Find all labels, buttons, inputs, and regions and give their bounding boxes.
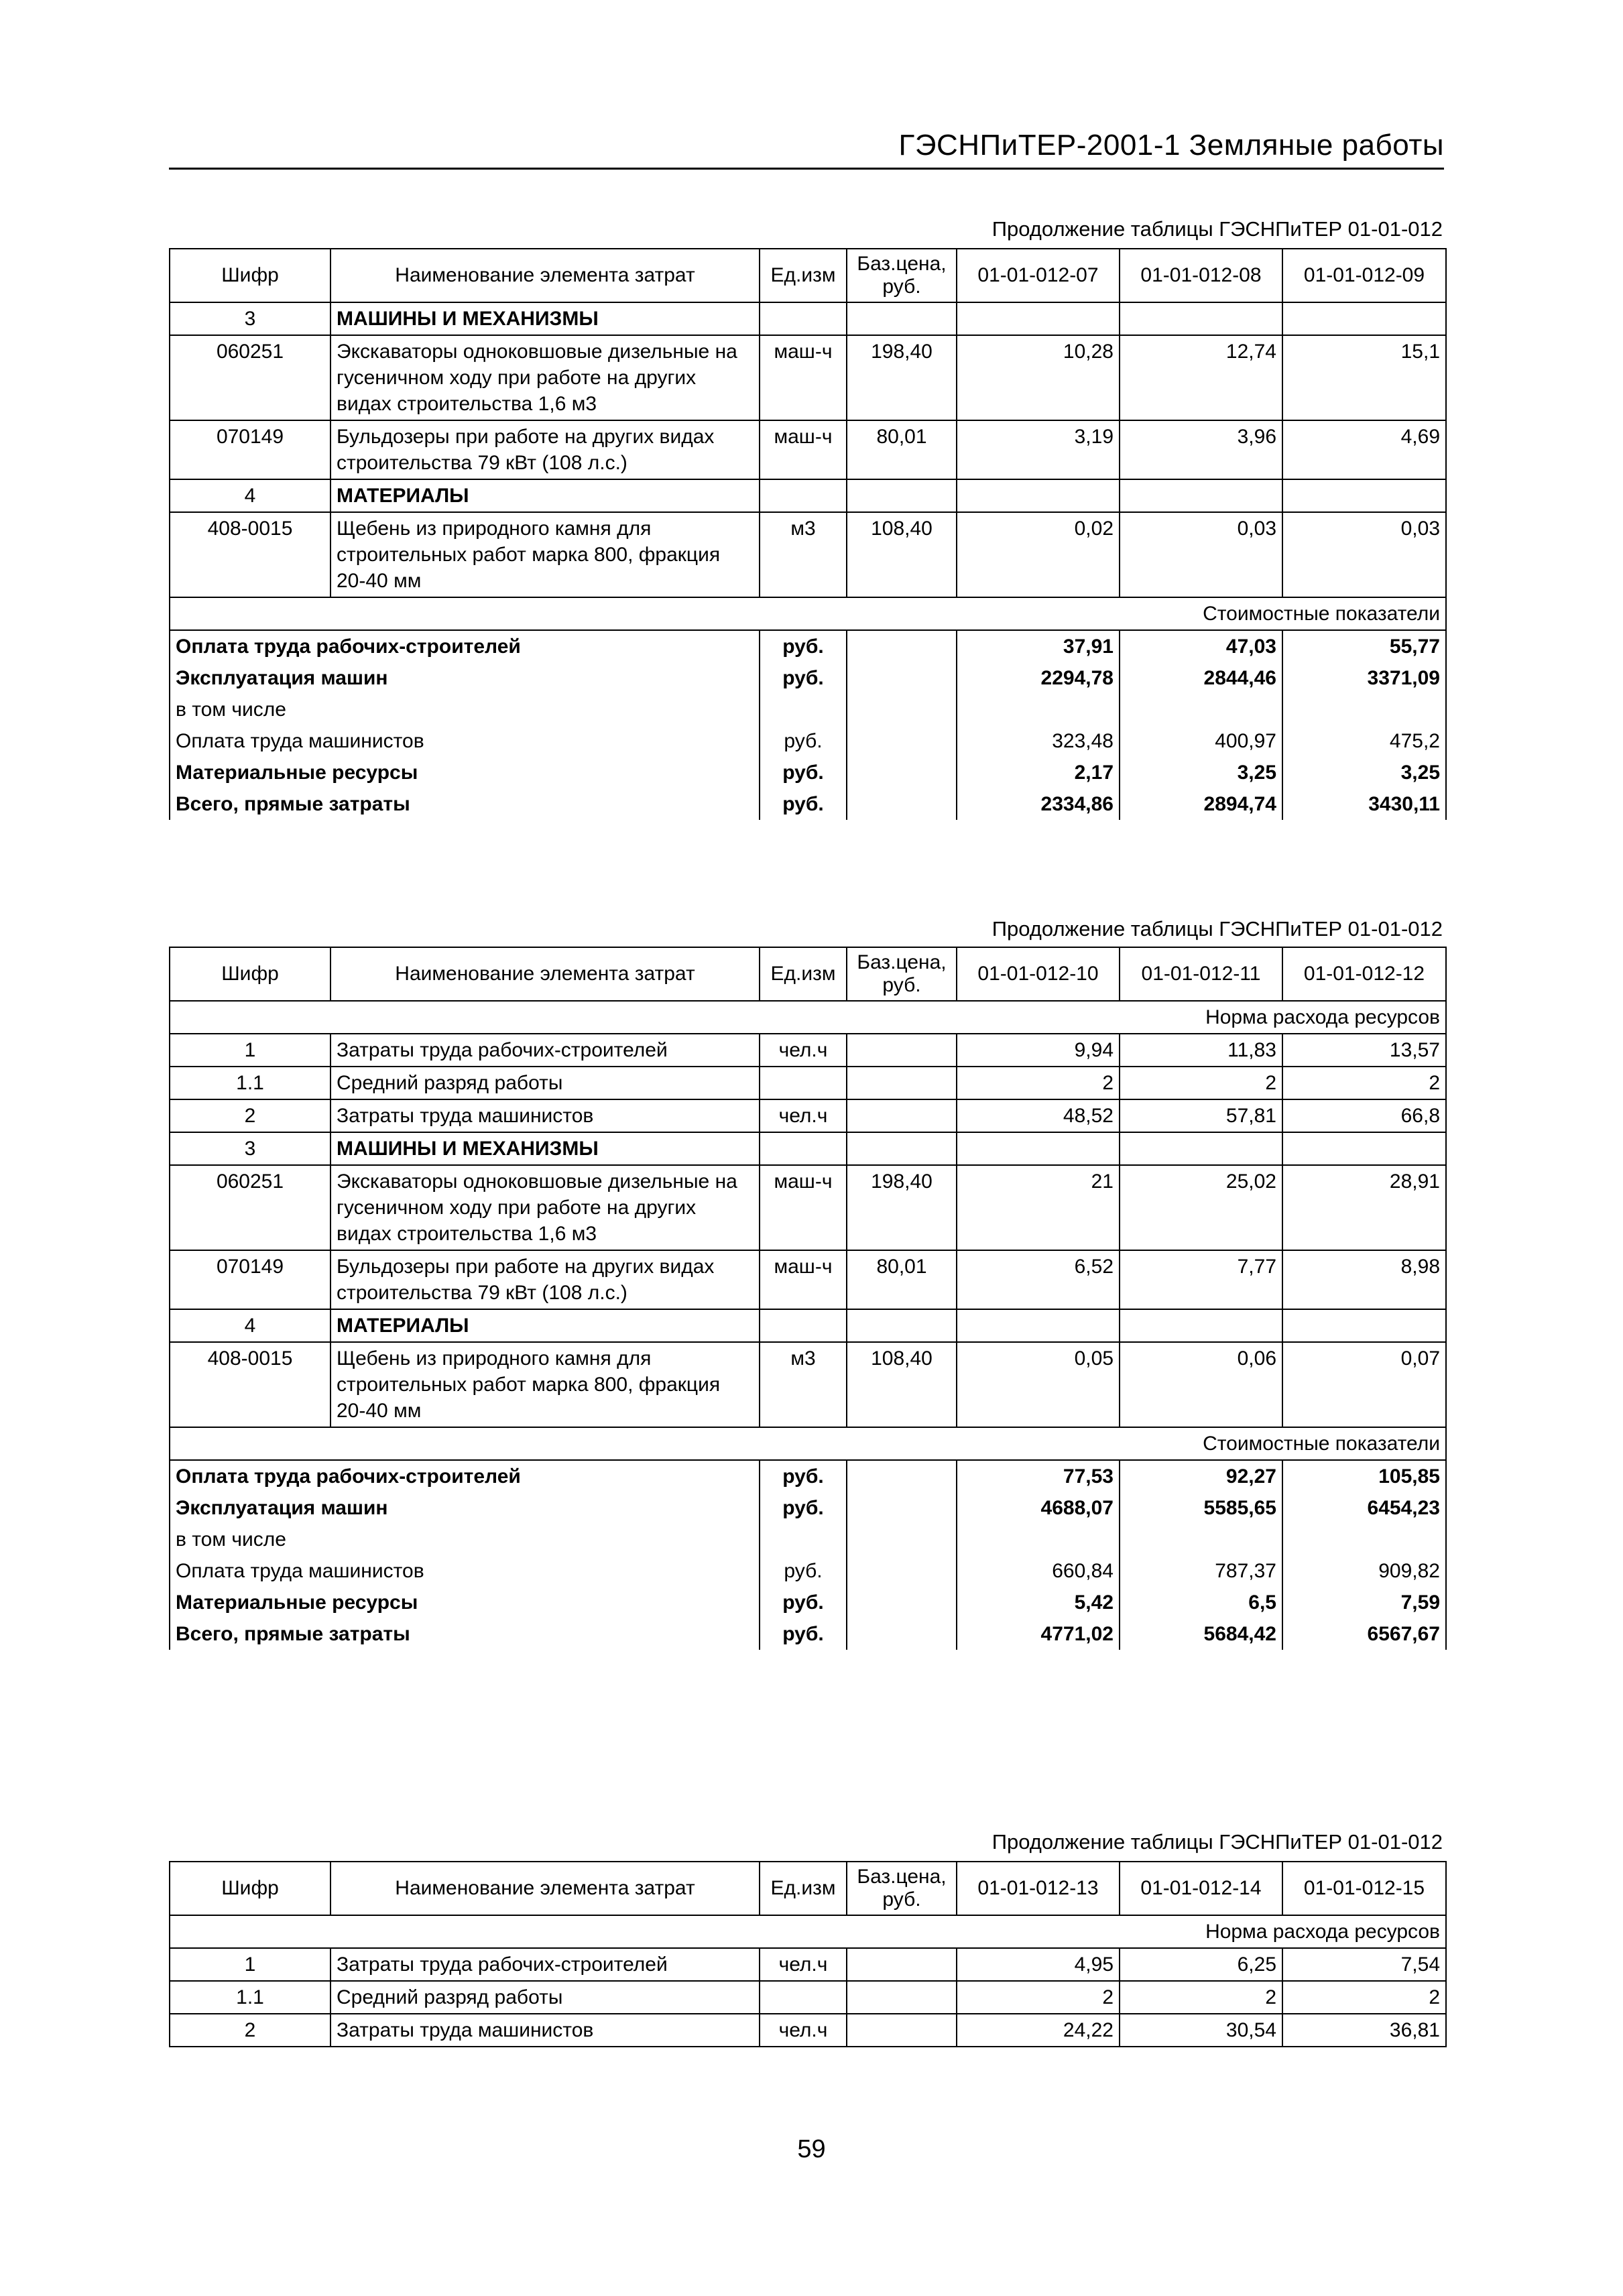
row-name: Бульдозеры при работе на других видах строительства 79 кВт (108 л.с.) <box>330 1250 760 1309</box>
cost-unit: руб. <box>760 662 847 694</box>
row-name: МАТЕРИАЛЫ <box>330 1309 760 1342</box>
row-price <box>847 2014 957 2047</box>
row-value: 12,74 <box>1120 335 1282 420</box>
row-name: Затраты труда рабочих-строителей <box>330 1034 760 1067</box>
cost-price <box>847 757 957 788</box>
row-unit: чел.ч <box>760 2014 847 2047</box>
cost-value: 3,25 <box>1120 757 1282 788</box>
row-code: 1.1 <box>170 1981 330 2014</box>
col-header-code: Шифр <box>170 1862 330 1915</box>
cost-name: Эксплуатация машин <box>170 1492 760 1524</box>
col-header-code: Шифр <box>170 947 330 1001</box>
col-header-norm-code: 01-01-012-07 <box>957 249 1120 302</box>
cost-value: 3371,09 <box>1282 662 1446 694</box>
cost-unit: руб. <box>760 1555 847 1587</box>
table-row <box>170 1309 1446 1342</box>
cost-price <box>847 1618 957 1650</box>
cost-name: в том числе <box>170 1524 760 1555</box>
table-3-caption: Продолжение таблицы ГЭСНПиТЕР 01-01-012 <box>991 1830 1443 1854</box>
section-label-row <box>170 1915 1446 1948</box>
cost-unit <box>760 1524 847 1555</box>
cost-row <box>170 757 1446 788</box>
cost-name: Оплата труда машинистов <box>170 1555 760 1587</box>
cost-name: Всего, прямые затраты <box>170 1618 760 1650</box>
col-header-unit: Ед.изм <box>760 947 847 1001</box>
cost-price <box>847 694 957 725</box>
table-1 <box>169 248 1445 820</box>
cost-price <box>847 662 957 694</box>
cost-price <box>847 725 957 757</box>
cost-price <box>847 1460 957 1492</box>
row-value: 25,02 <box>1120 1165 1282 1250</box>
row-value: 0,05 <box>957 1342 1120 1427</box>
row-code: 3 <box>170 302 330 335</box>
cost-value: 5,42 <box>957 1587 1120 1618</box>
cost-unit: руб. <box>760 757 847 788</box>
row-unit: м3 <box>760 512 847 597</box>
cost-name: Оплата труда машинистов <box>170 725 760 757</box>
row-unit <box>760 479 847 512</box>
cost-value: 77,53 <box>957 1460 1120 1492</box>
row-value: 3,19 <box>957 420 1120 479</box>
row-name: Средний разряд работы <box>330 1981 760 2014</box>
col-header-price: Баз.цена, руб. <box>847 249 957 302</box>
row-code: 060251 <box>170 1165 330 1250</box>
row-code: 4 <box>170 479 330 512</box>
cost-name: Оплата труда рабочих-строителей <box>170 630 760 662</box>
col-header-norm-code: 01-01-012-09 <box>1282 249 1446 302</box>
cost-row <box>170 1587 1446 1618</box>
row-name: Бульдозеры при работе на других видах строительства 79 кВт (108 л.с.) <box>330 420 760 479</box>
row-price <box>847 1034 957 1067</box>
cost-row <box>170 1555 1446 1587</box>
cost-unit: руб. <box>760 630 847 662</box>
cost-value: 2294,78 <box>957 662 1120 694</box>
row-unit: чел.ч <box>760 1099 847 1132</box>
cost-label: Стоимостные показатели <box>170 1427 1446 1460</box>
row-value: 3,96 <box>1120 420 1282 479</box>
col-header-unit: Ед.изм <box>760 1862 847 1915</box>
cost-value: 6,5 <box>1120 1587 1282 1618</box>
table-3-body <box>170 1862 1446 2047</box>
row-unit <box>760 1981 847 2014</box>
row-name: Экскаваторы одноковшовые дизельные на гусеничном ходу при работе на других видах строительства 1,6 м3 <box>330 335 760 420</box>
table-row <box>170 1099 1446 1132</box>
header-rule <box>169 168 1444 170</box>
row-value: 2 <box>1120 1067 1282 1099</box>
cost-row <box>170 1460 1446 1492</box>
row-unit: чел.ч <box>760 1034 847 1067</box>
row-value: 6,52 <box>957 1250 1120 1309</box>
cost-value <box>1120 694 1282 725</box>
col-header-price: Баз.цена, руб. <box>847 1862 957 1915</box>
row-value: 6,25 <box>1120 1948 1282 1981</box>
row-name: Экскаваторы одноковшовые дизельные на гусеничном ходу при работе на других видах строительства 1,6 м3 <box>330 1165 760 1250</box>
table-2 <box>169 947 1445 1650</box>
row-value: 36,81 <box>1282 2014 1446 2047</box>
row-value <box>1120 479 1282 512</box>
row-value: 7,54 <box>1282 1948 1446 1981</box>
header-row <box>170 1862 1446 1915</box>
row-price <box>847 1067 957 1099</box>
cost-row <box>170 788 1446 820</box>
row-value <box>1120 1309 1282 1342</box>
row-unit <box>760 1309 847 1342</box>
table-row <box>170 1132 1446 1165</box>
cost-value: 4771,02 <box>957 1618 1120 1650</box>
cost-row <box>170 630 1446 662</box>
row-unit: маш-ч <box>760 335 847 420</box>
col-header-code: Шифр <box>170 249 330 302</box>
cost-label: Стоимостные показатели <box>170 597 1446 630</box>
row-value: 57,81 <box>1120 1099 1282 1132</box>
row-value: 11,83 <box>1120 1034 1282 1067</box>
row-unit: м3 <box>760 1342 847 1427</box>
cost-unit: руб. <box>760 1460 847 1492</box>
row-value <box>1120 302 1282 335</box>
col-header-name: Наименование элемента затрат <box>330 1862 760 1915</box>
section-label-row <box>170 597 1446 630</box>
cost-value: 400,97 <box>1120 725 1282 757</box>
table-2-caption: Продолжение таблицы ГЭСНПиТЕР 01-01-012 <box>991 917 1443 941</box>
cost-value: 660,84 <box>957 1555 1120 1587</box>
col-header-name: Наименование элемента затрат <box>330 249 760 302</box>
cost-unit: руб. <box>760 1492 847 1524</box>
row-value: 9,94 <box>957 1034 1120 1067</box>
row-value <box>1282 302 1446 335</box>
cost-row <box>170 725 1446 757</box>
table-row <box>170 479 1446 512</box>
table-1-grid <box>169 248 1447 820</box>
cost-price <box>847 1555 957 1587</box>
section-label-row <box>170 1427 1446 1460</box>
row-code: 070149 <box>170 420 330 479</box>
row-value: 0,03 <box>1282 512 1446 597</box>
row-unit: маш-ч <box>760 1250 847 1309</box>
table-2-body <box>170 947 1446 1650</box>
row-value: 30,54 <box>1120 2014 1282 2047</box>
row-unit <box>760 1067 847 1099</box>
row-value: 10,28 <box>957 335 1120 420</box>
row-price: 80,01 <box>847 420 957 479</box>
row-value: 21 <box>957 1165 1120 1250</box>
row-price: 198,40 <box>847 335 957 420</box>
cost-value <box>1282 1524 1446 1555</box>
row-value: 2 <box>1282 1981 1446 2014</box>
row-value: 2 <box>1282 1067 1446 1099</box>
col-header-norm-code: 01-01-012-10 <box>957 947 1120 1001</box>
row-value <box>957 302 1120 335</box>
row-unit: маш-ч <box>760 1165 847 1250</box>
cost-value: 7,59 <box>1282 1587 1446 1618</box>
row-name: МАШИНЫ И МЕХАНИЗМЫ <box>330 302 760 335</box>
row-value <box>1120 1132 1282 1165</box>
cost-name: Материальные ресурсы <box>170 1587 760 1618</box>
row-code: 3 <box>170 1132 330 1165</box>
col-header-norm-code: 01-01-012-08 <box>1120 249 1282 302</box>
cost-price <box>847 1492 957 1524</box>
cost-value <box>1120 1524 1282 1555</box>
cost-unit: руб. <box>760 1618 847 1650</box>
row-value: 2 <box>1120 1981 1282 2014</box>
cost-value <box>957 694 1120 725</box>
cost-row <box>170 1524 1446 1555</box>
row-value: 8,98 <box>1282 1250 1446 1309</box>
row-value: 28,91 <box>1282 1165 1446 1250</box>
table-row <box>170 1034 1446 1067</box>
row-value <box>1282 1309 1446 1342</box>
table-2-grid <box>169 947 1447 1650</box>
table-3 <box>169 1861 1445 2047</box>
row-value: 24,22 <box>957 2014 1120 2047</box>
col-header-norm-code: 01-01-012-12 <box>1282 947 1446 1001</box>
row-name: Затраты труда рабочих-строителей <box>330 1948 760 1981</box>
row-value: 48,52 <box>957 1099 1120 1132</box>
table-row <box>170 1981 1446 2014</box>
row-unit <box>760 1132 847 1165</box>
cost-value: 787,37 <box>1120 1555 1282 1587</box>
row-code: 1 <box>170 1034 330 1067</box>
cost-value: 2844,46 <box>1120 662 1282 694</box>
cost-value: 6567,67 <box>1282 1618 1446 1650</box>
cost-name: Оплата труда рабочих-строителей <box>170 1460 760 1492</box>
row-code: 2 <box>170 2014 330 2047</box>
cost-value: 105,85 <box>1282 1460 1446 1492</box>
cost-name: Материальные ресурсы <box>170 757 760 788</box>
row-name: Затраты труда машинистов <box>330 2014 760 2047</box>
norm-label: Норма расхода ресурсов <box>170 1915 1446 1948</box>
row-price <box>847 1099 957 1132</box>
cost-row <box>170 1618 1446 1650</box>
cost-price <box>847 1524 957 1555</box>
row-code: 070149 <box>170 1250 330 1309</box>
cost-name: в том числе <box>170 694 760 725</box>
row-name: Средний разряд работы <box>330 1067 760 1099</box>
cost-value: 5585,65 <box>1120 1492 1282 1524</box>
row-value: 13,57 <box>1282 1034 1446 1067</box>
row-code: 408-0015 <box>170 1342 330 1427</box>
row-value: 66,8 <box>1282 1099 1446 1132</box>
row-code: 060251 <box>170 335 330 420</box>
col-header-norm-code: 01-01-012-11 <box>1120 947 1282 1001</box>
cost-value: 4688,07 <box>957 1492 1120 1524</box>
row-name: Щебень из природного камня для строительных работ марка 800, фракция 20-40 мм <box>330 1342 760 1427</box>
row-name: Затраты труда машинистов <box>330 1099 760 1132</box>
row-price <box>847 479 957 512</box>
row-value: 0,07 <box>1282 1342 1446 1427</box>
cost-value: 6454,23 <box>1282 1492 1446 1524</box>
table-1-caption: Продолжение таблицы ГЭСНПиТЕР 01-01-012 <box>991 217 1443 241</box>
cost-unit: руб. <box>760 1587 847 1618</box>
row-value: 15,1 <box>1282 335 1446 420</box>
row-code: 4 <box>170 1309 330 1342</box>
cost-value: 909,82 <box>1282 1555 1446 1587</box>
table-3-grid <box>169 1861 1447 2047</box>
row-price: 198,40 <box>847 1165 957 1250</box>
cost-value: 323,48 <box>957 725 1120 757</box>
table-row <box>170 1342 1446 1427</box>
row-price <box>847 302 957 335</box>
col-header-unit: Ед.изм <box>760 249 847 302</box>
cost-value: 2894,74 <box>1120 788 1282 820</box>
cost-unit: руб. <box>760 725 847 757</box>
row-value: 0,03 <box>1120 512 1282 597</box>
row-code: 1.1 <box>170 1067 330 1099</box>
row-name: Щебень из природного камня для строительных работ марка 800, фракция 20-40 мм <box>330 512 760 597</box>
header-row <box>170 947 1446 1001</box>
row-value <box>1282 1132 1446 1165</box>
cost-row <box>170 662 1446 694</box>
row-value <box>957 479 1120 512</box>
col-header-name: Наименование элемента затрат <box>330 947 760 1001</box>
running-header: ГЭСНПиТЕР-2001-1 Земляные работы <box>898 129 1444 162</box>
section-label-row <box>170 1001 1446 1034</box>
row-code: 1 <box>170 1948 330 1981</box>
row-code: 408-0015 <box>170 512 330 597</box>
row-value <box>957 1309 1120 1342</box>
row-value <box>957 1132 1120 1165</box>
row-code: 2 <box>170 1099 330 1132</box>
row-value: 0,02 <box>957 512 1120 597</box>
header-row <box>170 249 1446 302</box>
cost-row <box>170 1492 1446 1524</box>
table-row <box>170 335 1446 420</box>
row-price: 108,40 <box>847 1342 957 1427</box>
row-unit <box>760 302 847 335</box>
table-row <box>170 1948 1446 1981</box>
row-price <box>847 1948 957 1981</box>
cost-value: 55,77 <box>1282 630 1446 662</box>
cost-name: Всего, прямые затраты <box>170 788 760 820</box>
row-unit: чел.ч <box>760 1948 847 1981</box>
table-row <box>170 420 1446 479</box>
cost-value: 5684,42 <box>1120 1618 1282 1650</box>
cost-price <box>847 788 957 820</box>
page-number: 59 <box>797 2135 826 2163</box>
col-header-price: Баз.цена, руб. <box>847 947 957 1001</box>
row-name: МАШИНЫ И МЕХАНИЗМЫ <box>330 1132 760 1165</box>
table-row <box>170 1067 1446 1099</box>
cost-row <box>170 694 1446 725</box>
row-value: 2 <box>957 1981 1120 2014</box>
cost-value: 92,27 <box>1120 1460 1282 1492</box>
row-value: 2 <box>957 1067 1120 1099</box>
table-row <box>170 512 1446 597</box>
cost-price <box>847 630 957 662</box>
row-name: МАТЕРИАЛЫ <box>330 479 760 512</box>
table-1-body <box>170 249 1446 820</box>
row-price <box>847 1981 957 2014</box>
row-price: 80,01 <box>847 1250 957 1309</box>
row-value: 4,69 <box>1282 420 1446 479</box>
row-value: 0,06 <box>1120 1342 1282 1427</box>
cost-value: 2334,86 <box>957 788 1120 820</box>
cost-value <box>1282 694 1446 725</box>
cost-value <box>957 1524 1120 1555</box>
norm-label: Норма расхода ресурсов <box>170 1001 1446 1034</box>
table-row <box>170 1250 1446 1309</box>
cost-unit: руб. <box>760 788 847 820</box>
col-header-norm-code: 01-01-012-13 <box>957 1862 1120 1915</box>
row-price <box>847 1309 957 1342</box>
table-row <box>170 1165 1446 1250</box>
cost-value: 2,17 <box>957 757 1120 788</box>
cost-unit <box>760 694 847 725</box>
cost-name: Эксплуатация машин <box>170 662 760 694</box>
cost-value: 3430,11 <box>1282 788 1446 820</box>
row-value: 4,95 <box>957 1948 1120 1981</box>
table-row <box>170 2014 1446 2047</box>
cost-value: 37,91 <box>957 630 1120 662</box>
table-row <box>170 302 1446 335</box>
row-price: 108,40 <box>847 512 957 597</box>
row-value <box>1282 479 1446 512</box>
cost-value: 475,2 <box>1282 725 1446 757</box>
cost-value: 47,03 <box>1120 630 1282 662</box>
row-price <box>847 1132 957 1165</box>
row-unit: маш-ч <box>760 420 847 479</box>
cost-value: 3,25 <box>1282 757 1446 788</box>
col-header-norm-code: 01-01-012-14 <box>1120 1862 1282 1915</box>
row-value: 7,77 <box>1120 1250 1282 1309</box>
col-header-norm-code: 01-01-012-15 <box>1282 1862 1446 1915</box>
cost-price <box>847 1587 957 1618</box>
